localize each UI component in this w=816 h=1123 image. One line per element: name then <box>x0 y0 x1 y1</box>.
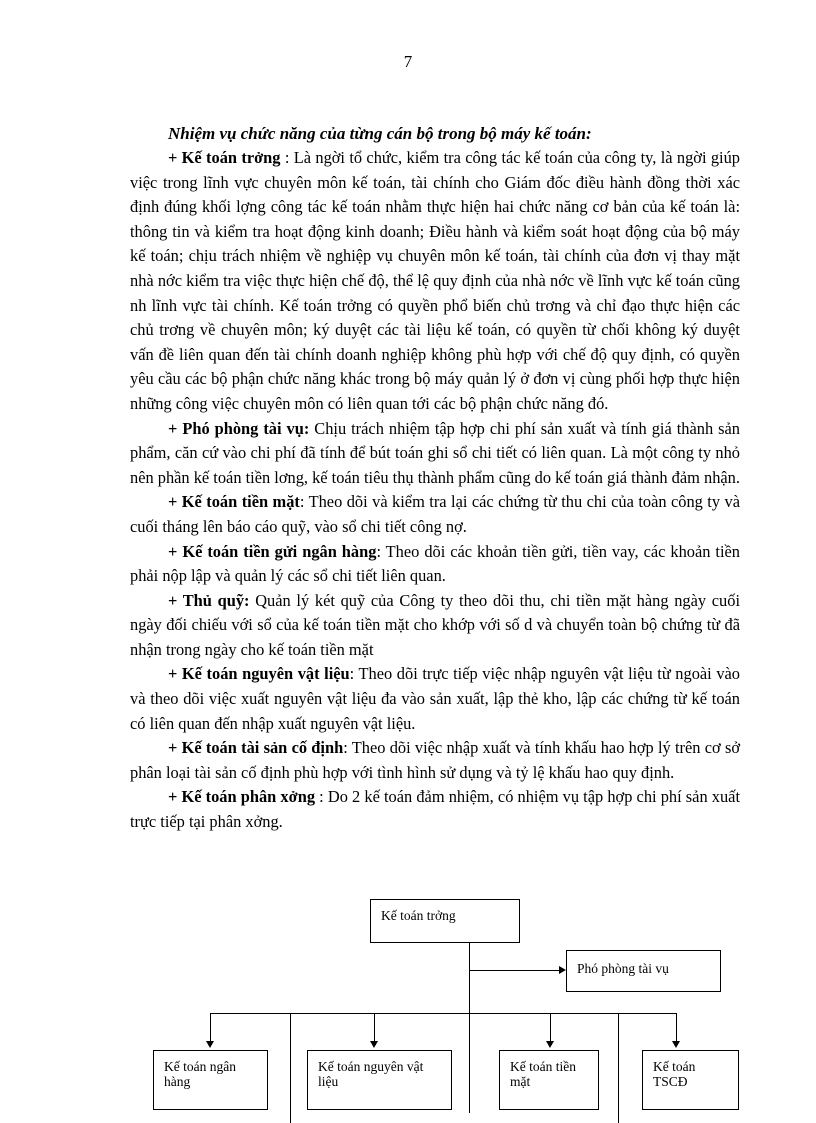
org-box-side: Phó phòng tài vụ <box>566 950 721 992</box>
connector-extra-1 <box>290 1013 291 1123</box>
role-title: + Kế toán trởng <box>168 148 281 167</box>
page-number: 7 <box>403 52 413 71</box>
role-title: + Kế toán phân xởng <box>168 787 316 807</box>
role-title: + Kế toán tài sản cố định <box>168 738 344 758</box>
connector-drop-1 <box>210 1013 211 1041</box>
org-box-child-2: Kế toán nguyên vật liệu <box>307 1050 452 1110</box>
org-box-child-4: Kế toán TSCĐ <box>642 1050 739 1110</box>
connector-horizontal <box>210 1013 676 1014</box>
arrow-icon <box>672 1041 680 1048</box>
org-box-child-3: Kế toán tiền mặt <box>499 1050 599 1110</box>
connector-drop-2 <box>374 1013 375 1041</box>
arrow-icon <box>206 1041 214 1048</box>
role-description: : Là ngời tổ chức, kiểm tra công tác kế toán của công ty, là ngời giúp việc trong lĩnh vực chuyên môn kế toán, tài chính cho Giám đốc điều hành đồng thời xác định đúng khối lợng công tác kế toán nhằm thực hiện hai chức năng cơ bản của kế toán là: thông tin và kiểm tra hoạt động kinh doanh; Điều hành và kiểm soát hoạt động của bộ máy kế toán; chịu trách nhiệm về nghiệp vụ chuyên môn kế toán, tài chính của đơn vị thay mặt nhà nớc kiểm tra việc thực hiện chế độ, thể lệ quy định của nhà nớc về lĩnh vực kế toán cũng nh lĩnh vực tài chính. Kế toán trởng có quyền phổ biến chủ trơng và chỉ đạo thực hiện các chủ trơng về chuyên môn; ký duyệt các tài liệu kế toán, có quyền từ chối không ký duyệt vấn đề liên quan đến tài chính doanh nghiệp không phù hợp với chế độ quy định, có quyền yêu cầu các bộ phận chức năng khác trong bộ máy quản lý ở đơn vị cùng phối hợp thực hiện những công việc chuyên môn có liên quan tới các bộ phận chức năng đó. <box>130 148 740 413</box>
role-title: + Thủ quỹ: <box>168 590 250 610</box>
role-description: Chịu trách nhiệm tập hợp chi phí sản xuất và tính giá thành sản phẩm, căn cứ vào chi phí đã tính để bút toán ghi sổ chi tiết có liên quan. Là một công ty nhỏ nên phần kế toán tiền lơng, kế toán tiêu thụ thành phẩm cũng do kế toán giá thành đảm nhận. <box>130 418 740 487</box>
org-box-child-1: Kế toán ngân hàng <box>153 1050 268 1110</box>
connector-side <box>469 970 559 971</box>
role-title: + Kế toán nguyên vật liệu <box>168 664 350 684</box>
arrow-icon <box>559 966 566 974</box>
section-heading: Nhiệm vụ chức năng của từng cán bộ trong bộ máy kế toán: <box>168 124 592 143</box>
role-description: Quản lý két quỹ của Công ty theo dõi thu, chi tiền mặt hàng ngày cuối ngày đối chiếu với sổ của kế toán tiền mặt cho khớp với số d và chuyển toàn bộ chứng từ đã nhận trong ngày cho kế toán tiền mặt <box>130 590 741 659</box>
connector-drop-3 <box>550 1013 551 1041</box>
arrow-icon <box>546 1041 554 1048</box>
role-description: : Theo dõi các khoản tiền gửi, tiền vay, các khoản tiền phải nộp lập và quản lý các sổ chi tiết liên quan. <box>130 541 740 586</box>
role-title: + Kế toán tiền mặt <box>168 492 300 512</box>
role-description: : Theo dõi và kiểm tra lại các chứng từ thu chi của toàn công ty và cuối tháng lên báo cáo quỹ, vào sổ chi tiết công nợ. <box>130 492 740 536</box>
connector-drop-4 <box>676 1013 677 1041</box>
role-description: : Theo dõi việc nhập xuất và tính khấu hao hợp lý trên cơ sở phân loại tài sản cố định phù hợp với tình hình sử dụng và tỷ lệ khấu hao quy định. <box>130 738 741 782</box>
role-title: + Phó phòng tài vụ: <box>168 418 310 438</box>
org-box-root: Kế toán trởng <box>370 899 520 943</box>
arrow-icon <box>370 1041 378 1048</box>
role-description: : Theo dõi trực tiếp việc nhập nguyên vật liệu từ ngoài vào và theo dõi việc xuất nguyên vật liệu đa vào sản xuất, lập thẻ kho, lập các chứng từ kế toán có liên quan đến nhập xuất nguyên vật liệu. <box>130 664 740 733</box>
connector-trunk <box>469 943 470 1113</box>
role-title: + Kế toán tiền gửi ngân hàng <box>168 541 377 561</box>
role-description: : Do 2 kế toán đảm nhiệm, có nhiệm vụ tập hợp chi phí sản xuất trực tiếp tại phân xởng. <box>130 787 740 832</box>
connector-extra-2 <box>618 1013 619 1123</box>
